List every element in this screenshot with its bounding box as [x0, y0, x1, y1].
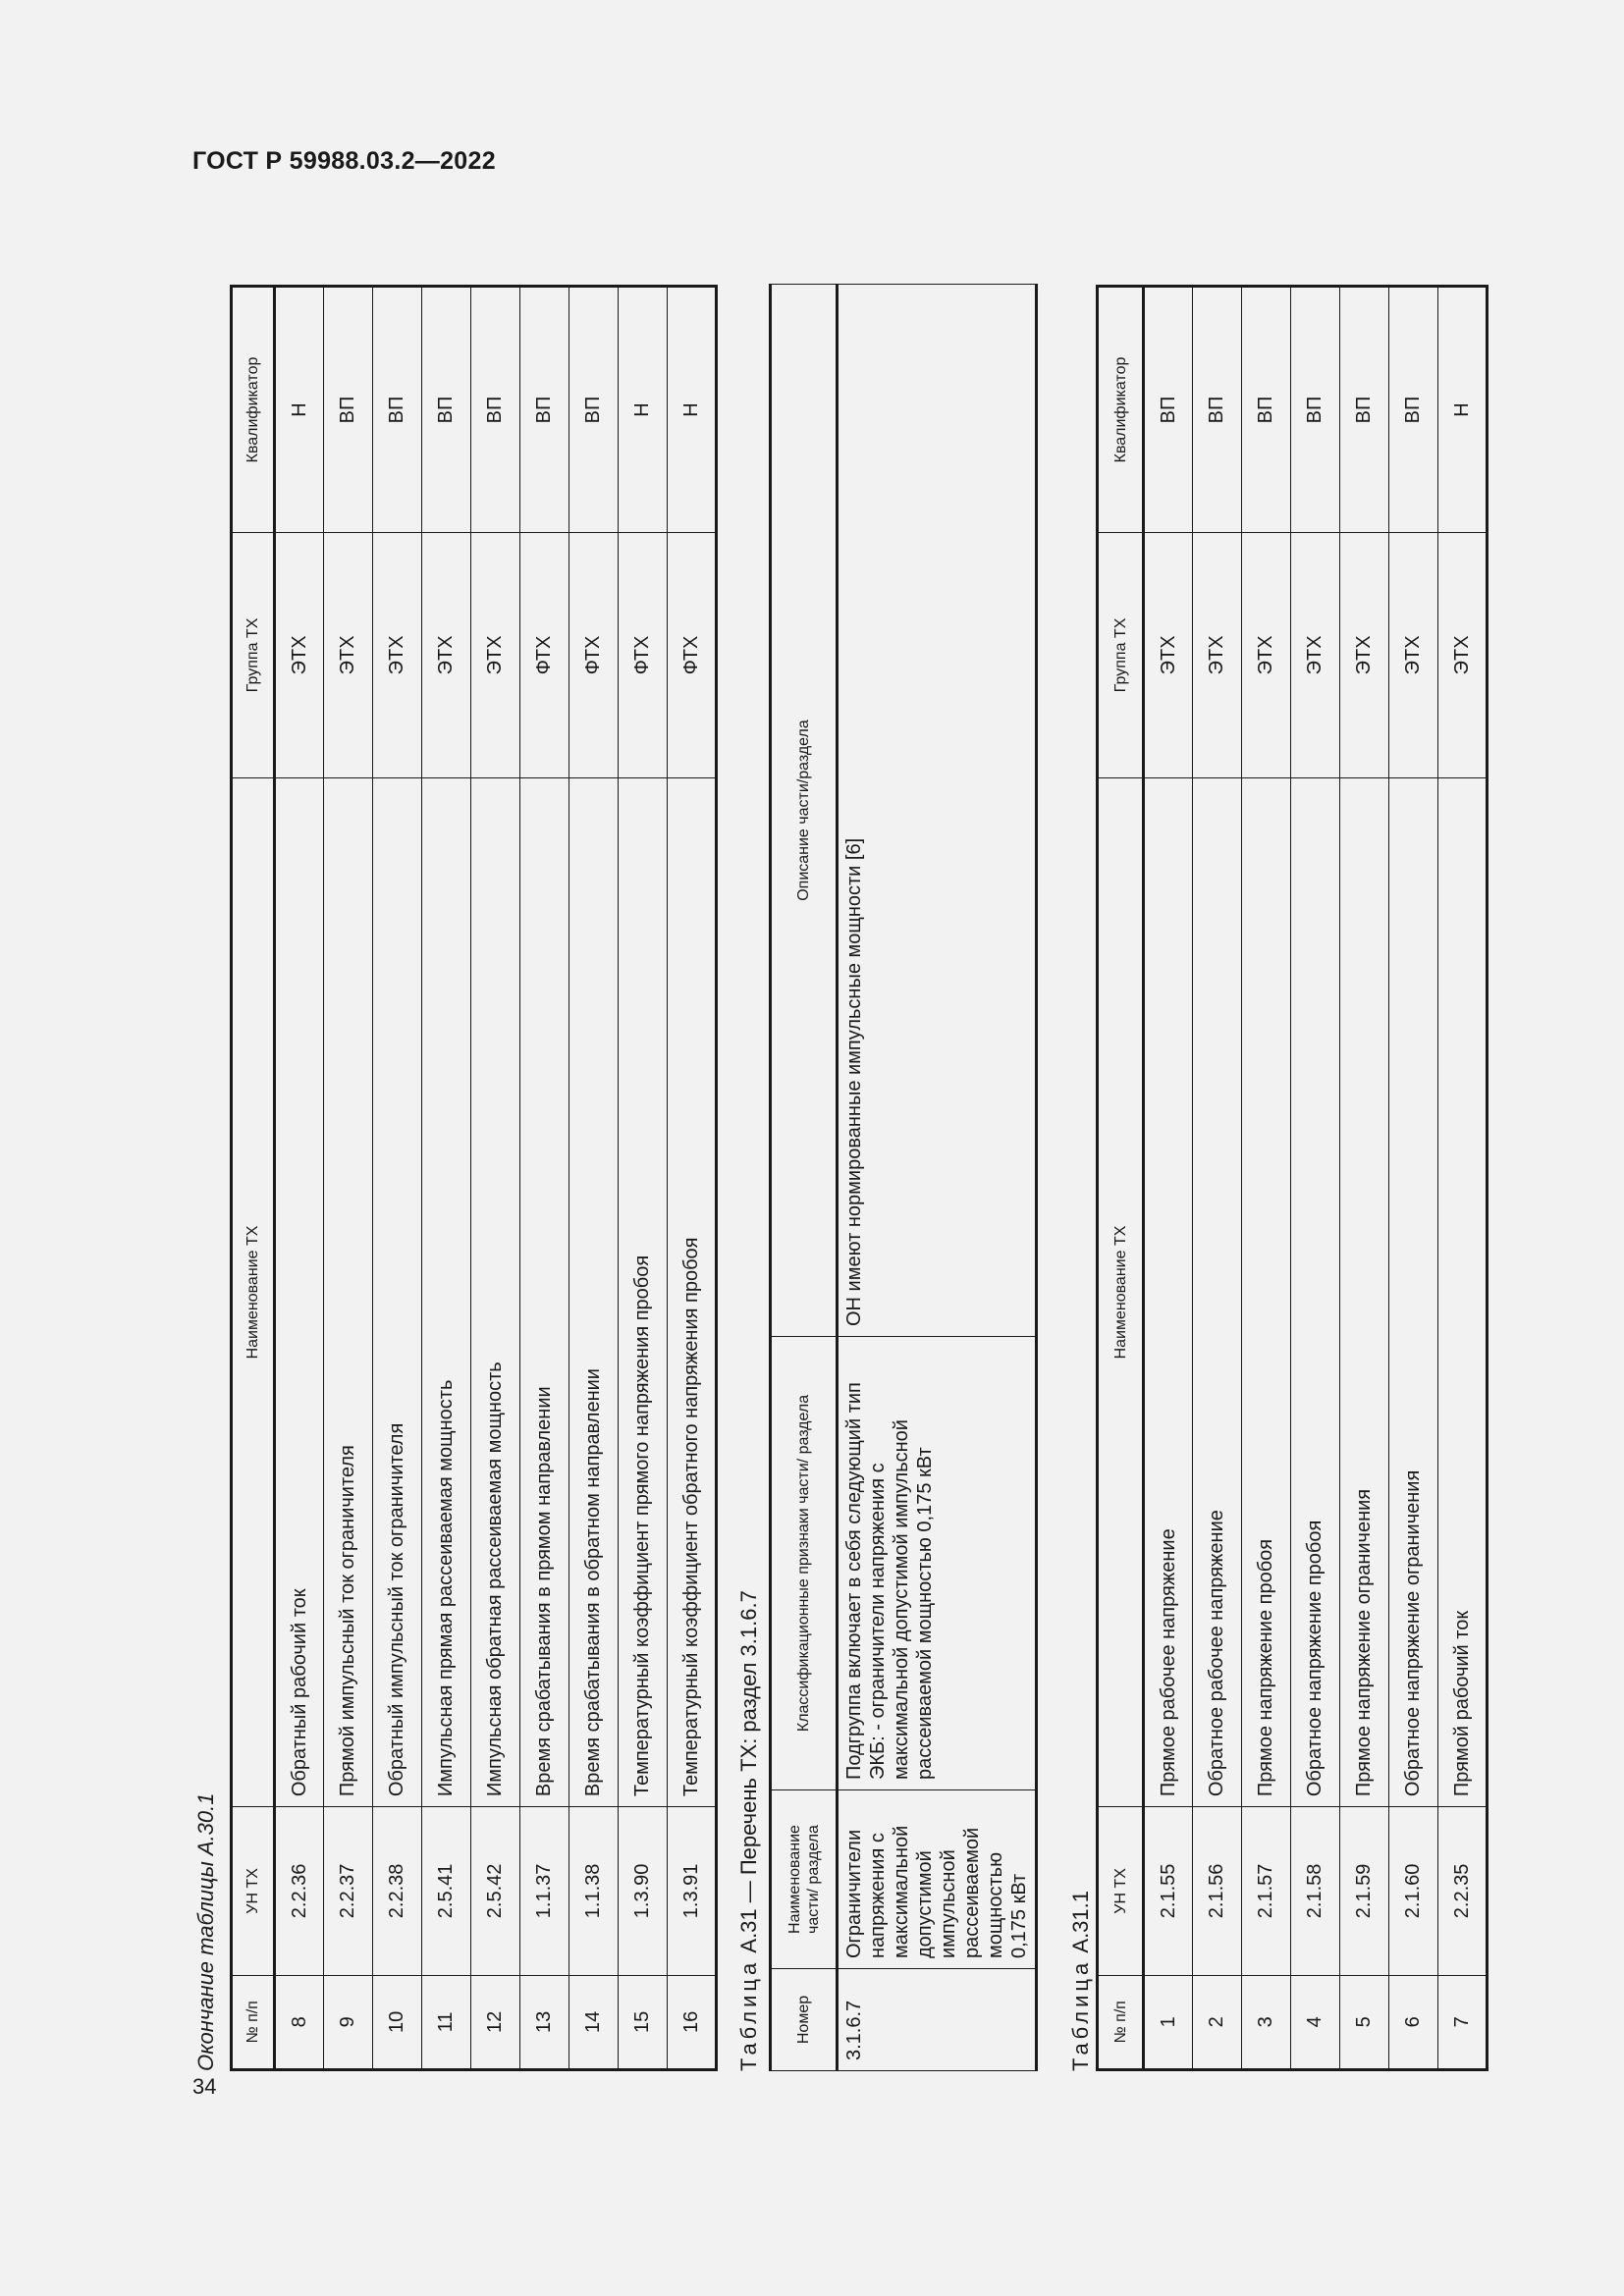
table-cell: 2.1.59	[1340, 1807, 1389, 1976]
rotated-content	[192, 226, 1513, 2071]
column-header: № п/п	[232, 1975, 275, 2069]
column-header: Описание части/раздела	[771, 285, 838, 1337]
table-cell-name: Ограничители напряжения с максимальной допустимой импульсной рассеиваемой мощностью 0,175 кВт	[838, 1790, 1037, 1969]
header-row	[232, 287, 275, 2070]
table-cell: Обратный рабочий ток	[275, 777, 324, 1806]
table-cell: Прямое напряжение пробоя	[1242, 777, 1291, 1806]
table-cell: Н	[668, 287, 717, 533]
table-cell-number: 3.1.6.7	[838, 1969, 1037, 2071]
table-cell: ЭТХ	[1291, 532, 1340, 777]
table-cell: Прямой рабочий ток	[1438, 777, 1488, 1806]
table-cell: 10	[373, 1975, 422, 2069]
table-cell: ВП	[373, 287, 422, 533]
table-cell: Импульсная обратная рассеиваемая мощность	[471, 777, 520, 1806]
table-a31	[769, 284, 1038, 2071]
table-cell: 5	[1340, 1975, 1389, 2069]
table-cell: ЭТХ	[422, 532, 471, 777]
table-cell: ЭТХ	[1438, 532, 1488, 777]
table-cell: 1.1.38	[569, 1807, 619, 1976]
table-row	[422, 287, 471, 2070]
column-header: Номер	[771, 1969, 838, 2071]
table-row	[1340, 287, 1389, 2070]
table-cell: 2.2.36	[275, 1807, 324, 1976]
table-cell: ФТХ	[619, 532, 668, 777]
table-cell: Обратное напряжение ограничения	[1389, 777, 1438, 1806]
table-row	[1438, 287, 1488, 2070]
table-cell: Импульсная прямая рассеиваемая мощность	[422, 777, 471, 1806]
table-cell: 2.2.37	[324, 1807, 373, 1976]
table-cell: Н	[619, 287, 668, 533]
table-cell: Обратный импульсный ток ограничителя	[373, 777, 422, 1806]
table-cell: ЭТХ	[471, 532, 520, 777]
column-header: № п/п	[1098, 1975, 1144, 2069]
column-header: УН ТХ	[232, 1807, 275, 1976]
table-cell: 9	[324, 1975, 373, 2069]
table-cell: ВП	[520, 287, 569, 533]
table-cell: 11	[422, 1975, 471, 2069]
table-row	[471, 287, 520, 2070]
column-header: Квалификатор	[1098, 287, 1144, 533]
table-cell: 2.1.57	[1242, 1807, 1291, 1976]
table-cell: 1.3.90	[619, 1807, 668, 1976]
table-cell: ФТХ	[668, 532, 717, 777]
column-header: Группа ТХ	[1098, 532, 1144, 777]
table-cell: ВП	[1193, 287, 1242, 533]
table-cell: 2.1.58	[1291, 1807, 1340, 1976]
table-cell: 7	[1438, 1975, 1488, 2069]
table-a30-1	[230, 285, 718, 2071]
table-row	[520, 287, 569, 2070]
table-cell: ВП	[422, 287, 471, 533]
table-row	[1291, 287, 1340, 2070]
table-cell: 2.5.41	[422, 1807, 471, 1976]
table-cell: 13	[520, 1975, 569, 2069]
table-cell: ЭТХ	[275, 532, 324, 777]
table-cell: 12	[471, 1975, 520, 2069]
table-row	[1144, 287, 1193, 2070]
table-cell: 3	[1242, 1975, 1291, 2069]
table-cell: 1.3.91	[668, 1807, 717, 1976]
header-row	[1098, 287, 1144, 2070]
table-cell: Н	[275, 287, 324, 533]
table-a30-1-caption: Окончание таблицы А.30.1	[193, 1792, 218, 2071]
table-cell: ЭТХ	[1193, 532, 1242, 777]
table-cell: 2.2.38	[373, 1807, 422, 1976]
table-row	[1193, 287, 1242, 2070]
column-header: Наименование ТХ	[232, 777, 275, 1806]
table-cell: 2	[1193, 1975, 1242, 2069]
table-a31-caption: Таблица А.31 — Перечень ТХ: раздел 3.1.6.7	[736, 1590, 761, 2071]
table-row	[838, 285, 1037, 2071]
table-cell: ВП	[1242, 287, 1291, 533]
table-cell: 6	[1389, 1975, 1438, 2069]
table-a31-1	[1096, 285, 1489, 2071]
table-cell: ФТХ	[569, 532, 619, 777]
table-cell: 14	[569, 1975, 619, 2069]
column-header: Классификационные признаки части/ раздела	[771, 1337, 838, 1790]
table-cell: ВП	[1340, 287, 1389, 533]
table-cell: ЭТХ	[324, 532, 373, 777]
table-cell: Обратное рабочее напряжение	[1193, 777, 1242, 1806]
table-cell: ЭТХ	[1389, 532, 1438, 777]
table-cell: Прямое рабочее напряжение	[1144, 777, 1193, 1806]
column-header: Группа ТХ	[232, 532, 275, 777]
table-cell: Прямое напряжение ограничения	[1340, 777, 1389, 1806]
table-cell: ВП	[1144, 287, 1193, 533]
table-cell: 2.1.56	[1193, 1807, 1242, 1976]
table-cell: Температурный коэффициент прямого напряжения пробоя	[619, 777, 668, 1806]
table-cell: ЭТХ	[1144, 532, 1193, 777]
table-row	[668, 287, 717, 2070]
table-cell: ЭТХ	[1340, 532, 1389, 777]
table-a31-1-caption: Таблица А.31.1	[1068, 1891, 1093, 2071]
table-cell: Обратное напряжение пробоя	[1291, 777, 1340, 1806]
table-row	[1389, 287, 1438, 2070]
page-number: 34	[192, 2074, 217, 2099]
column-header: УН ТХ	[1098, 1807, 1144, 1976]
table-cell: 2.1.55	[1144, 1807, 1193, 1976]
document-code: ГОСТ Р 59988.03.2—2022	[192, 147, 496, 175]
table-row	[619, 287, 668, 2070]
table-cell: Н	[1438, 287, 1488, 533]
table-cell: Время срабатывания в обратном направлении	[569, 777, 619, 1806]
table-cell: 1.1.37	[520, 1807, 569, 1976]
table-cell: ФТХ	[520, 532, 569, 777]
table-row	[275, 287, 324, 2070]
column-header: Наименование части/ раздела	[771, 1790, 838, 1969]
column-header: Наименование ТХ	[1098, 777, 1144, 1806]
table-cell: 16	[668, 1975, 717, 2069]
table-cell: ЭТХ	[373, 532, 422, 777]
table-cell: ВП	[1389, 287, 1438, 533]
table-cell: ЭТХ	[1242, 532, 1291, 777]
table-cell: 2.5.42	[471, 1807, 520, 1976]
column-header: Квалификатор	[232, 287, 275, 533]
table-cell: 1	[1144, 1975, 1193, 2069]
header-row	[771, 285, 838, 2071]
table-cell: 8	[275, 1975, 324, 2069]
table-cell: Прямой импульсный ток ограничителя	[324, 777, 373, 1806]
table-row	[569, 287, 619, 2070]
table-row	[324, 287, 373, 2070]
table-cell: Температурный коэффициент обратного напряжения пробоя	[668, 777, 717, 1806]
table-cell: 4	[1291, 1975, 1340, 2069]
table-cell-classification: Подгруппа включает в себя следующий тип ЭКБ: - ограничители напряжения с максимальной допустимой импульсной рассеиваемой мощностью 0,175 кВт	[838, 1337, 1037, 1790]
table-cell: 2.1.60	[1389, 1807, 1438, 1976]
table-row	[1242, 287, 1291, 2070]
table-cell: ВП	[471, 287, 520, 533]
table-cell: ВП	[324, 287, 373, 533]
table-cell: 15	[619, 1975, 668, 2069]
table-row	[373, 287, 422, 2070]
table-cell: ВП	[569, 287, 619, 533]
table-cell: ВП	[1291, 287, 1340, 533]
table-cell: 2.2.35	[1438, 1807, 1488, 1976]
table-cell: Время срабатывания в прямом направлении	[520, 777, 569, 1806]
table-cell-description: ОН имеют нормированные импульсные мощности [6]	[838, 285, 1037, 1337]
